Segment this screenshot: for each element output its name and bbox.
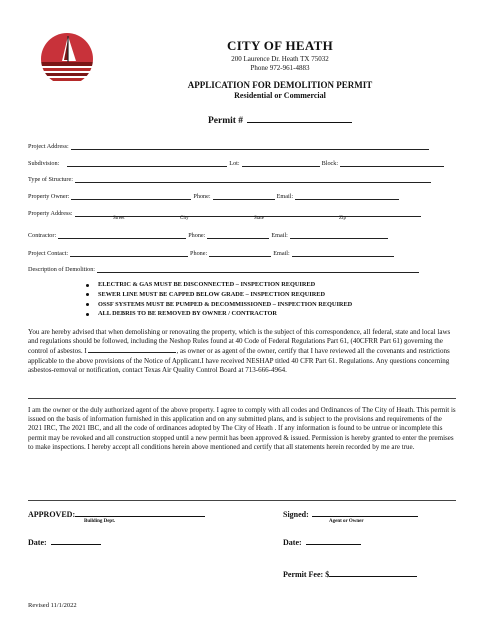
city-address: 200 Laurence Dr. Heath TX 75032 [231,55,329,63]
city-name: CITY OF HEATH [227,38,333,53]
contractor-phone-label: Phone: [188,232,206,239]
permit-number [120,113,440,126]
state-caption: State [254,216,264,221]
approved-signature [28,508,205,519]
permit-number-field[interactable] [247,113,352,123]
signed-date-label: Date: [283,538,302,547]
permit-fee [283,568,417,579]
certification-text: I am the owner or the duly authorized agent of the above property. I agree to comply with all codes and Ordinances of The City of Heath. This permit is issued on the basis of information furnished in this application and on any submitted plans, and is subject to the provisions and requirements of the 2021 IRC, The 2021 IBC, and all the code of ordinances adopted by The City of Heath . If any information is found to be untrue or incomplete this permit may be revoked and all construction stopped until a new permit has been approved & issued. Permission is hereby granted to enter the premises to make inspections. I hereby accept all conditions herein above mentioned and certify that all statements herein recorded by me are true. [28,406,456,451]
lot-field[interactable] [242,159,320,167]
permit-label: Permit # [207,116,244,126]
structure-type-field[interactable] [75,175,431,183]
approved-field[interactable] [75,508,205,517]
approved-date-field[interactable] [51,536,101,545]
project-address-label: Project Address: [28,143,69,150]
signed-field[interactable] [312,508,418,517]
list-item: ALL DEBRIS TO BE REMOVED BY OWNER / CONTRACTOR [84,309,352,319]
property-owner-field[interactable] [71,192,191,200]
subdivision-field[interactable] [67,159,227,167]
zip-caption: Zip [339,216,346,221]
contact-phone-field[interactable] [209,249,271,257]
project-contact-label: Project Contact: [28,250,69,257]
asbestos-notice-part2: , as owner or as agent of the owner, certify that I have reviewed all the covenants and restrictions applicable to the above provisions of the Notice of Applicant.I have received NESHAP titled 40 CFR Part 61. Regulations. Any questions concerning asbestos-removal or notification, contact Texas Air Quality Control Board at 713-666-4964. [28,347,450,374]
signed-label: Signed: [283,510,309,519]
property-address-label: Property Address: [28,210,73,217]
description-label: Description of Demolition: [28,266,96,273]
lot-label: Lot: [229,160,240,167]
property-address-field[interactable] [75,209,421,217]
contractor-label: Contractor: [28,232,57,239]
permit-fee-field[interactable] [329,568,417,577]
approved-date [28,536,101,547]
application-title: APPLICATION FOR DEMOLITION PERMIT [187,80,373,90]
requirements-list [84,280,352,319]
property-address-row [28,208,423,217]
contractor-email-field[interactable] [290,231,388,239]
block-field[interactable] [340,159,444,167]
city-phone: Phone 972-961-4883 [250,64,310,72]
section-divider [28,398,456,399]
property-owner-label: Property Owner: [28,193,70,200]
agent-owner-caption: Agent or Owner [329,519,364,524]
asbestos-notice [28,328,456,375]
contact-email-label: Email: [273,250,290,257]
structure-type-label: Type of Structure: [28,176,73,183]
city-logo [40,32,94,86]
building-dept-caption: Building Dept. [84,519,116,524]
property-owner-row [28,191,401,200]
signed-signature [283,508,418,519]
structure-type-row [28,174,433,183]
list-item: OSSF SYSTEMS MUST BE PUMPED & DECOMMISSIONED – INSPECTION REQUIRED [84,300,352,310]
list-item: SEWER LINE MUST BE CAPPED BELOW GRADE – INSPECTION REQUIRED [84,290,352,300]
signed-date [283,536,361,547]
city-caption: City [180,216,189,221]
subdivision-row [28,158,446,167]
project-address-field[interactable] [71,142,429,150]
description-row [28,264,421,273]
project-contact-row [28,248,396,257]
contractor-field[interactable] [58,231,186,239]
list-item: ELECTRIC & GAS MUST BE DISCONNECTED – INSPECTION REQUIRED [84,280,352,290]
owner-email-field[interactable] [295,192,399,200]
section-divider [28,500,456,501]
owner-email-label: Email: [276,193,294,200]
owner-name-field[interactable] [88,346,176,353]
contractor-phone-field[interactable] [207,231,269,239]
permit-fee-label: Permit Fee: $ [283,570,330,579]
project-address-row [28,141,431,150]
contact-phone-label: Phone: [190,250,208,257]
approved-label: APPROVED: [28,510,76,519]
block-label: Block: [321,160,339,167]
contractor-email-label: Email: [271,232,288,239]
owner-phone-field[interactable] [213,192,275,200]
signed-date-field[interactable] [306,536,361,545]
description-field[interactable] [97,265,419,273]
owner-phone-label: Phone: [193,193,211,200]
contact-email-field[interactable] [292,249,394,257]
project-contact-field[interactable] [70,249,188,257]
asbestos-notice-part1: You are hereby advised that when demolishing or renovating the property, which is the subject of this correspondence, all federal, state and local laws and regulations should be followed, including the Neshop Rules found at 40 Code of Federal Regulations Part 61, (40CFRR Part 61) governing the control of asbestos. I [28,328,451,356]
revised-date: Revised 11/1/2022 [28,602,77,609]
subdivision-label: Subdivision: [28,160,60,167]
street-caption: Street [113,216,125,221]
approved-date-label: Date: [28,538,47,547]
contractor-row [28,230,390,239]
application-subtitle: Residential or Commercial [234,91,326,100]
